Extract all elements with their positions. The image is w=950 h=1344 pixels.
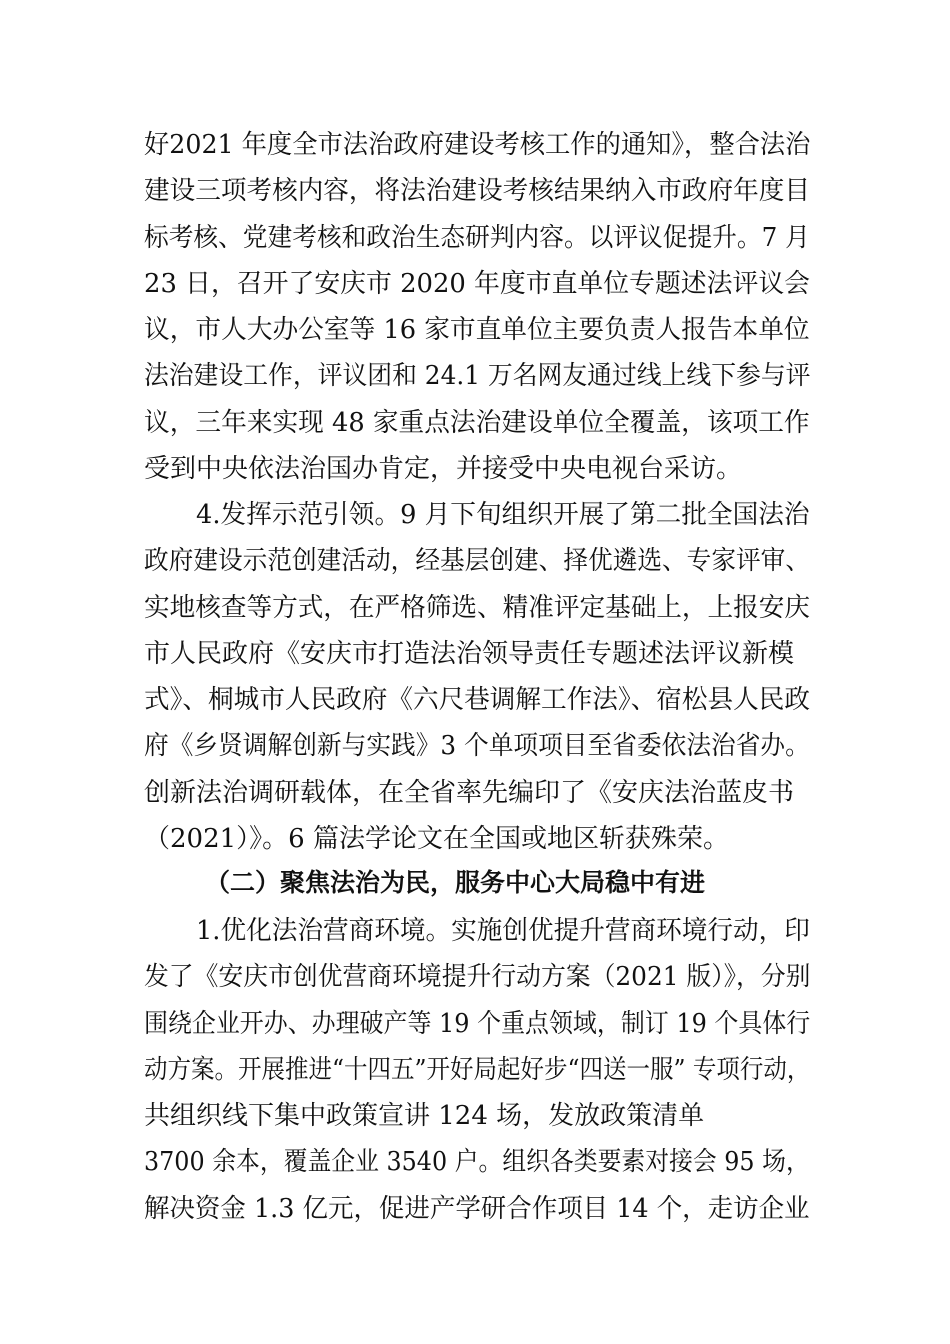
body-text-line: 受到中央依法治国办肯定，并接受中央电视台采访。: [144, 454, 743, 484]
body-text-line: 议，三年来实现 48 家重点法治建设单位全覆盖，该项工作: [144, 408, 810, 438]
body-text-line: 解决资金 1.3 亿元，促进产学研合作项目 14 个，走访企业: [144, 1194, 810, 1224]
section-heading: （二）聚焦法治为民，服务中心大局稳中有进: [205, 868, 706, 897]
body-text-line: 建设三项考核内容，将法治建设考核结果纳入市政府年度目: [144, 176, 811, 206]
body-text-line: 发了《安庆市创优营商环境提升行动方案（2021 版）》，分别: [144, 962, 811, 992]
body-text-line: 实地核查等方式，在严格筛选、精准评定基础上，上报安庆: [144, 593, 811, 623]
paragraph-first-line: 1.优化法治营商环境。实施创优提升营商环境行动，印: [196, 916, 810, 946]
body-text-line: 3700 余本，覆盖企业 3540 户。组织各类要素对接会 95 场，: [144, 1147, 810, 1177]
body-text-line: 共组织线下集中政策宣讲 124 场，发放政策清单: [144, 1101, 705, 1131]
body-text-line: 围绕企业开办、办理破产等 19 个重点领域，制订 19 个具体行: [144, 1009, 811, 1039]
body-text-line: 市人民政府《安庆市打造法治领导责任专题述法评议新模: [144, 639, 795, 669]
body-text-line: 府《乡贤调解创新与实践》3 个单项项目至省委依法治省办。: [144, 731, 810, 761]
body-text-line: 式》、桐城市人民政府《六尺巷调解工作法》、宿松县人民政: [144, 685, 811, 715]
body-text-line: 法治建设工作，评议团和 24.1 万名网友通过线上线下参与评: [144, 361, 811, 391]
body-text-line: 标考核、党建考核和政治生态研判内容。以评议促提升。7 月: [144, 223, 810, 253]
body-text-line: （2021）》。6 篇法学论文在全国或地区斩获殊荣。: [144, 824, 729, 854]
body-text-line: 好2021 年度全市法治政府建设考核工作的通知》，整合法治: [144, 130, 811, 160]
body-text-line: 创新法治调研载体，在全省率先编印了《安庆法治蓝皮书: [144, 778, 795, 808]
body-text-line: 23 日，召开了安庆市 2020 年度市直单位专题述法评议会: [144, 269, 811, 299]
body-text-line: 议，市人大办公室等 16 家市直单位主要负责人报告本单位: [144, 315, 810, 345]
paragraph-first-line: 4.发挥示范引领。9 月下旬组织开展了第二批全国法治: [196, 500, 810, 530]
body-text-line: 政府建设示范创建活动，经基层创建、择优遴选、专家评审、: [144, 546, 811, 576]
body-text-line: 动方案。开展推进“十四五”开好局起好步“四送一服” 专项行动，: [144, 1055, 811, 1085]
